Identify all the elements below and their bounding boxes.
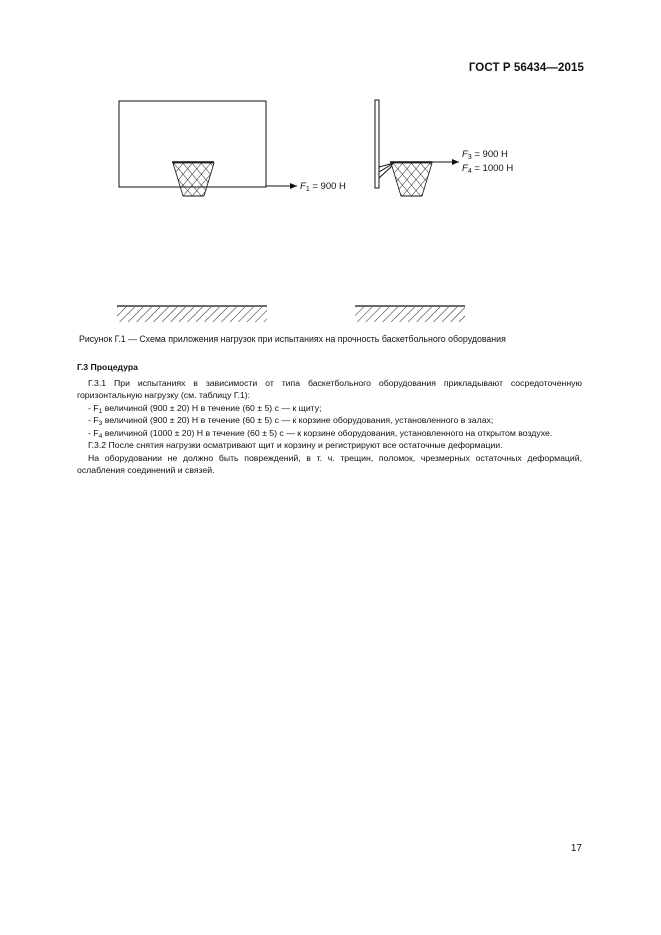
list-item-f1: - $F_1$ величиной (900 ± 20) Н в течение (60 ± 5) с — к щиту; bbox=[88, 402, 322, 415]
procedure-section bbox=[77, 361, 582, 477]
ground-right bbox=[355, 306, 465, 322]
figure-caption: Рисунок Г.1 — Схема приложения нагрузок при испытаниях на прочность баскетбольного оборудования bbox=[79, 334, 506, 344]
paragraph-g32: Г.3.2 После снятия нагрузки осматривают щит и корзину и регистрируют все остаточные деформации. bbox=[88, 440, 503, 450]
figure-load-scheme bbox=[0, 0, 661, 340]
paragraph-g31: Г.3.1 При испытаниях в зависимости от типа баскетбольного оборудования прикладывают сосредоточенную горизонтальную нагрузку (см. таблицу Г.1): bbox=[77, 377, 582, 400]
section-title: Г.3 Процедура bbox=[77, 362, 139, 372]
paragraph-requirements: На оборудовании не должно быть повреждений, в т. ч. трещин, поломок, чрезмерных остаточных деформаций, ослабления соединений и связей. bbox=[77, 452, 582, 475]
backboard-side-view bbox=[375, 100, 459, 196]
backboard-front-view bbox=[119, 101, 297, 196]
list-item-f3: - $F_3$ величиной (900 ± 20) Н в течение (60 ± 5) с — к корзине оборудования, установленного в залах; bbox=[88, 415, 494, 427]
list-item-f4: - $F_4$ величиной (1000 ± 20) Н в течение (60 ± 5) с — к корзине оборудования, установленного на открытом воздухе. bbox=[88, 427, 553, 440]
ground-left bbox=[117, 306, 267, 322]
force-label-f4: $F_4 = 1000$ Н bbox=[462, 163, 514, 175]
page-number: 17 bbox=[570, 843, 582, 854]
force-label-f3: $F_3 = 900$ Н bbox=[462, 149, 508, 161]
document-header-id: ГОСТ Р 56434—2015 bbox=[468, 62, 584, 74]
force-label-f1: $F_1 = 900$ Н bbox=[300, 181, 346, 193]
